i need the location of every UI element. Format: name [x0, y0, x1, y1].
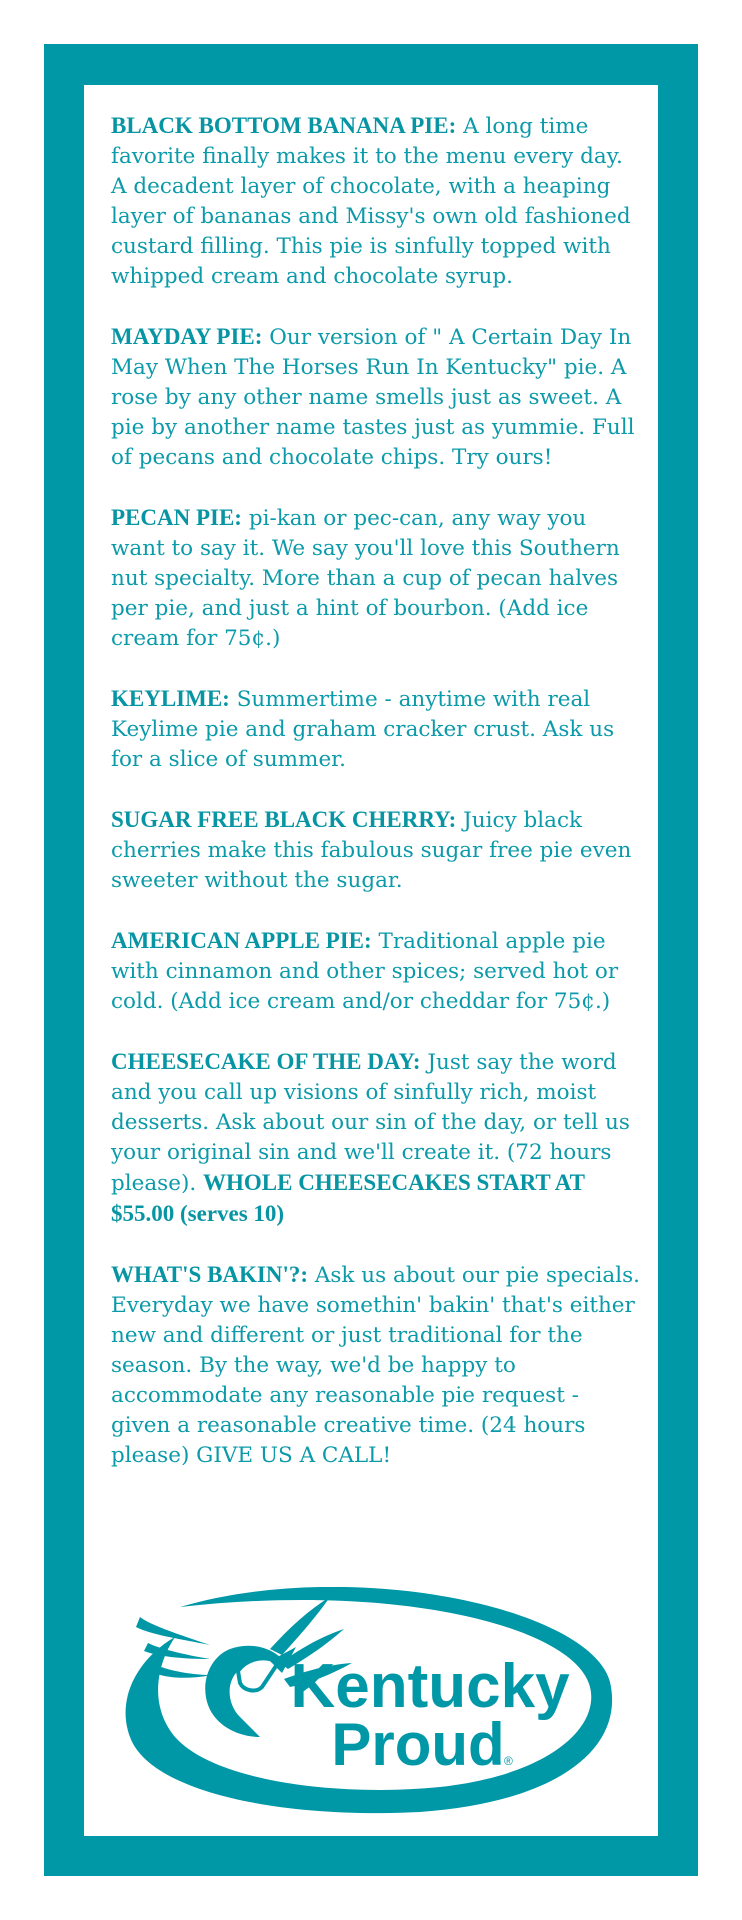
menu-item-title: AMERICAN APPLE PIE:	[111, 928, 372, 953]
menu-item-text: pi-kan or pec-can, any way you want to say it. We say you'll love this Southern nut specialty. More than a cup of pecan halves per pie, and just a hint of bourbon. (Add ice cream for 75¢.)	[111, 506, 620, 651]
menu-item-text: A long time favorite finally makes it to the menu every day. A decadent layer of chocolate, with a heaping layer of bananas and Missy's own old fashioned custard filling. This pie is sinfully topped with whipped cream and chocolate syrup.	[111, 114, 631, 289]
menu-item	[111, 111, 641, 292]
menu-item	[111, 1047, 641, 1230]
bird-head	[238, 1658, 278, 1690]
menu-item	[111, 805, 641, 896]
menu-item-title: PECAN PIE:	[111, 505, 242, 530]
logo-line-kentucky: Kentucky	[290, 1652, 570, 1721]
menu-item-text: Just say the word and you call up visions of sinfully rich, moist desserts. Ask about our sin of the day, or tell us your original sin and we'll create it. (72 hours please).	[111, 1050, 630, 1196]
menu-item-note: WHOLE CHEESECAKES START AT $55.00 (serves 10)	[111, 1170, 585, 1226]
menu-item-title: CHEESECAKE OF THE DAY:	[111, 1049, 421, 1074]
menu-item	[111, 926, 641, 1017]
menu-item	[111, 503, 641, 654]
pie-menu	[111, 111, 641, 1501]
menu-panel	[84, 85, 658, 1836]
menu-item-text: Summertime - anytime with real Keylime pie and graham cracker crust. Ask us for a slice of summer.	[111, 687, 615, 772]
logo-line-proud: Proud	[331, 1711, 505, 1778]
teal-frame	[44, 44, 698, 1876]
menu-item-title: SUGAR FREE BLACK CHERRY:	[111, 807, 457, 832]
menu-item-title: KEYLIME:	[111, 686, 230, 711]
menu-item-title: MAYDAY PIE:	[111, 324, 263, 349]
kentucky-proud-logo	[120, 1587, 620, 1817]
menu-item-title: BLACK BOTTOM BANANA PIE:	[111, 113, 457, 138]
menu-item	[111, 684, 641, 775]
menu-item	[111, 1260, 641, 1471]
menu-item-text: Our version of " A Certain Day In May When The Horses Run In Kentucky" pie. A rose by any other name smells just as sweet. A pie by another name tastes just as yummie. Full of pecans and chocolate chips. Try ours!	[111, 325, 635, 470]
menu-item-text: Ask us about our pie specials. Everyday we have somethin' bakin' that's either new and different or just traditional for the season. By the way, we'd be happy to accommodate any reasonable pie request - given a reasonable creative time. (24 hours please) GIVE US A CALL!	[111, 1263, 640, 1468]
menu-item-text: Juicy black cherries make this fabulous sugar free pie even sweeter without the sugar.	[111, 808, 632, 893]
menu-item-text: Traditional apple pie with cinnamon and other spices; served hot or cold. (Add ice cream and/or cheddar for 75¢.)	[111, 929, 619, 1014]
registered-mark: ®	[504, 1754, 513, 1768]
menu-item	[111, 322, 641, 473]
menu-item-title: WHAT'S BAKIN'?:	[111, 1262, 309, 1287]
